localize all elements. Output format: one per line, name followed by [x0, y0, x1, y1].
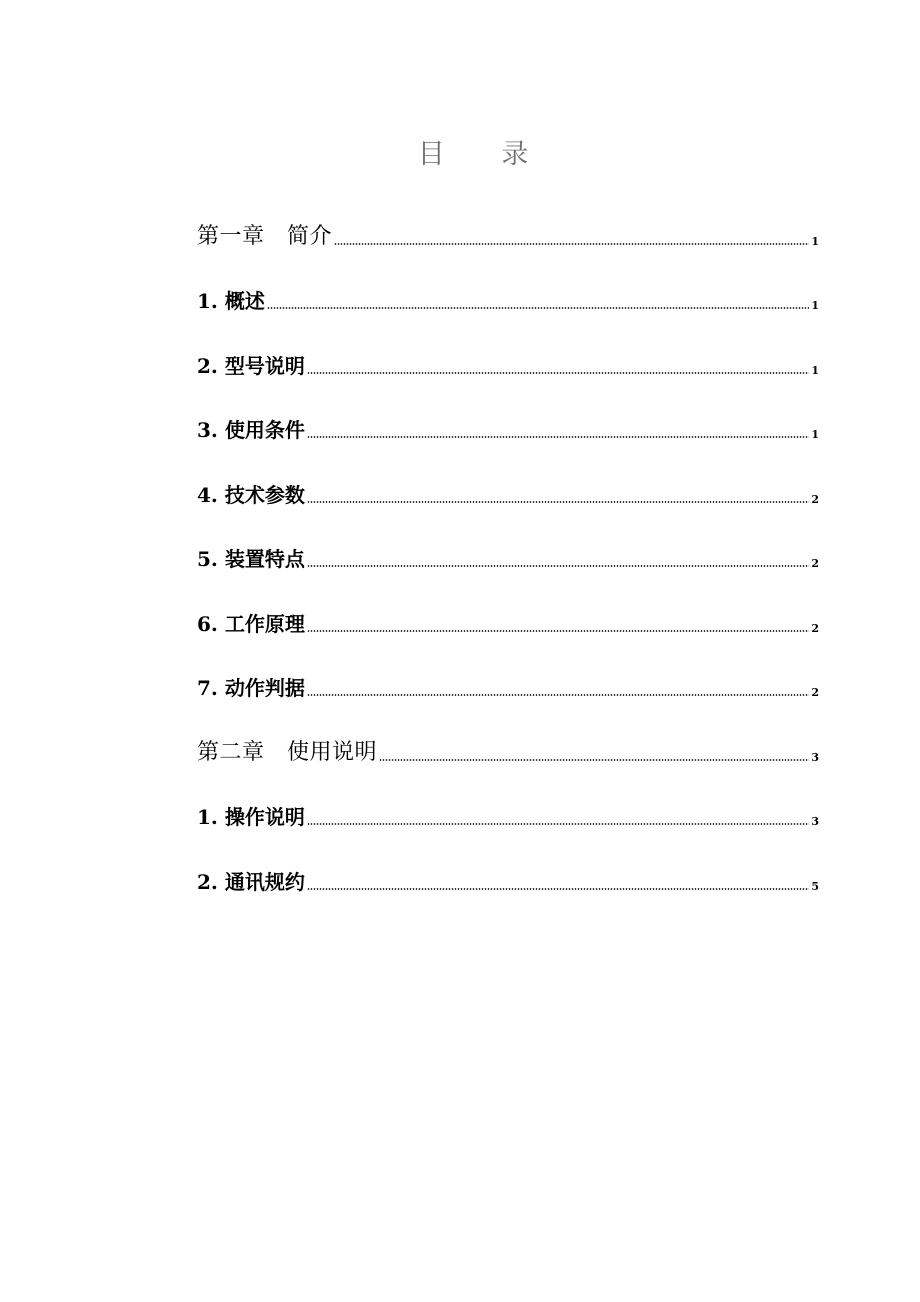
toc-entry-label: 6. 工作原理	[197, 611, 305, 636]
toc-entry-label: 1. 操作说明	[197, 805, 305, 829]
toc-page-number: 1	[811, 363, 819, 377]
toc-title: 目 录	[417, 139, 553, 170]
toc-page-number: 1	[811, 299, 819, 312]
toc-entry-label: 2. 通讯规约	[197, 869, 305, 894]
toc-page-number: 1	[811, 428, 819, 441]
dot-leader	[307, 372, 810, 374]
toc-entry-chapter-1[interactable]	[197, 210, 819, 275]
dot-leader	[379, 759, 809, 761]
toc-page-number: 2	[811, 557, 819, 570]
toc-entry-label: 3. 使用条件	[197, 418, 305, 442]
dot-leader	[307, 565, 810, 567]
toc-page-number: 3	[811, 750, 819, 764]
toc-entry-label: 第二章 使用说明	[197, 739, 378, 765]
toc-page-number: 1	[811, 234, 819, 248]
toc-entry-label: 1. 概述	[197, 289, 265, 313]
toc-entry-label: 7. 动作判据	[197, 676, 305, 700]
dot-leader	[267, 307, 810, 309]
dot-leader	[307, 630, 810, 632]
dot-leader	[307, 823, 810, 825]
toc-page-number: 3	[811, 815, 819, 828]
dot-leader	[307, 436, 810, 438]
dot-leader	[307, 888, 810, 890]
toc-page-number: 2	[811, 621, 819, 635]
toc-entry-model-description[interactable]	[197, 339, 819, 404]
toc-entry-overview[interactable]	[197, 275, 819, 340]
toc-entry-chapter-2[interactable]	[197, 726, 819, 791]
toc-page-number: 5	[811, 879, 819, 893]
toc-page-number: 2	[811, 686, 819, 699]
toc-entry-label: 4. 技术参数	[197, 482, 305, 507]
toc-entry-technical-parameters[interactable]	[197, 468, 819, 533]
toc-entry-operation-instructions[interactable]	[197, 791, 819, 856]
toc-entry-action-criteria[interactable]	[197, 662, 819, 727]
toc-entry-label: 2. 型号说明	[197, 353, 305, 378]
toc-entry-usage-conditions[interactable]	[197, 404, 819, 469]
toc-entry-label: 第一章 简介	[197, 223, 333, 249]
toc-entry-label: 5. 装置特点	[197, 547, 305, 571]
dot-leader	[307, 501, 810, 503]
toc-page-number: 2	[811, 492, 819, 506]
toc-entry-working-principle[interactable]	[197, 597, 819, 662]
dot-leader	[307, 694, 810, 696]
toc-entry-communication-protocol[interactable]	[197, 855, 819, 920]
dot-leader	[334, 243, 809, 245]
toc-entry-device-features[interactable]	[197, 533, 819, 598]
toc-list	[197, 210, 819, 920]
